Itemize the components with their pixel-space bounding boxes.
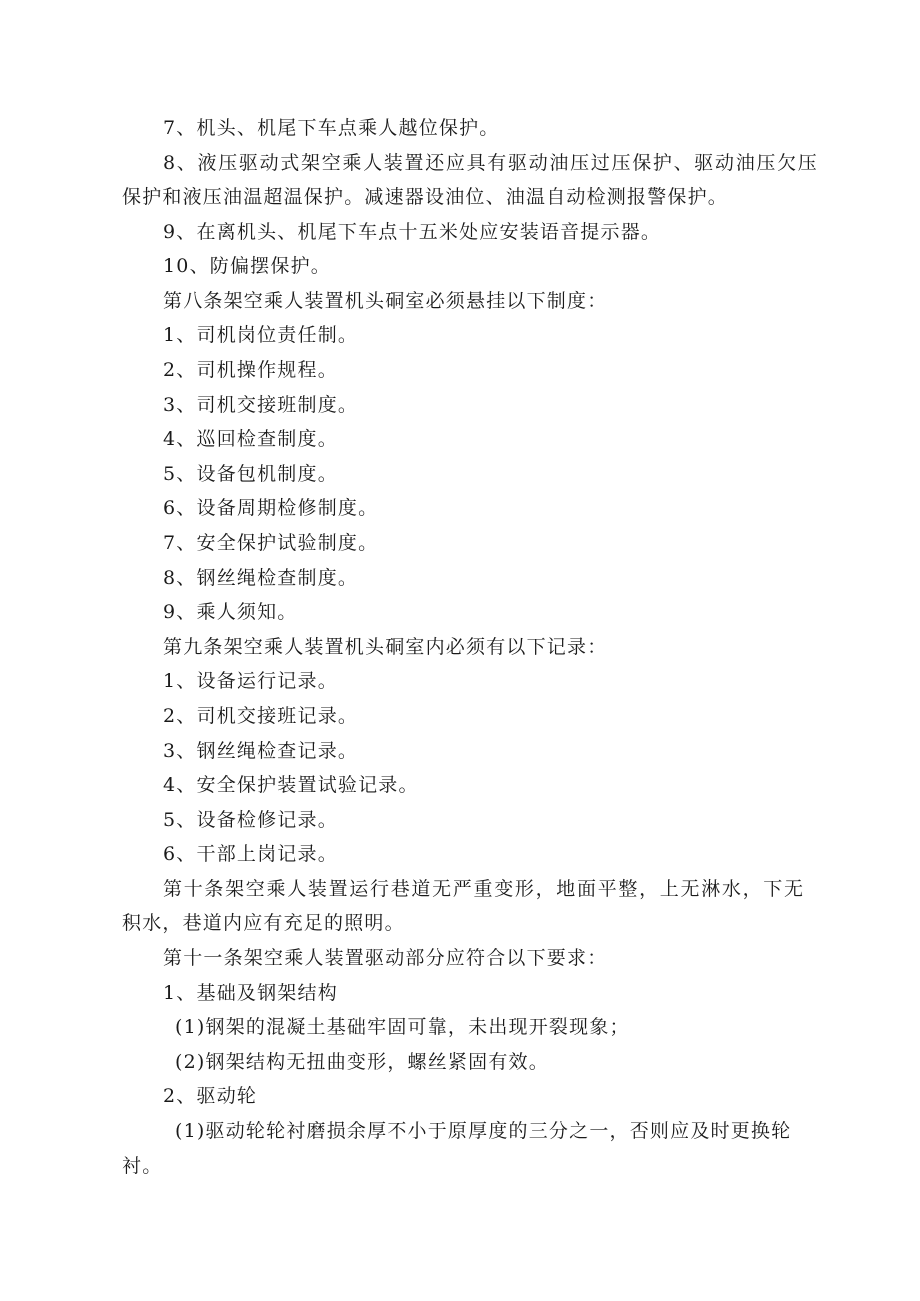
article-10-continued: 积水，巷道内应有充足的照明。: [122, 912, 405, 934]
record-item-5: 5、设备检修记录。: [163, 809, 338, 831]
requirement-2-drive-wheel: 2、驱动轮: [163, 1085, 258, 1107]
record-item-3: 3、钢丝绳检查记录。: [163, 740, 359, 762]
requirement-2-sub-1: (1)驱动轮轮衬磨损余厚不小于原厚度的三分之一，否则应及时更换轮: [175, 1120, 792, 1142]
rule-item-8: 8、钢丝绳检查制度。: [163, 567, 359, 589]
paragraph-item-7-overrun-protection: 7、机头、机尾下车点乘人越位保护。: [163, 117, 500, 139]
article-10-text: 第十条架空乘人装置运行巷道无严重变形，地面平整，上无淋水，下无: [163, 878, 805, 900]
record-item-6: 6、干部上岗记录。: [163, 843, 338, 865]
record-item-1: 1、设备运行记录。: [163, 670, 338, 692]
rule-item-5: 5、设备包机制度。: [163, 463, 338, 485]
requirement-1-foundation: 1、基础及钢架结构: [163, 982, 338, 1004]
rule-item-4: 4、巡回检查制度。: [163, 428, 338, 450]
paragraph-item-8-hydraulic-protection: 8、液压驱动式架空乘人装置还应具有驱动油压过压保护、驱动油压欠压: [163, 152, 819, 174]
record-item-2: 2、司机交接班记录。: [163, 705, 359, 727]
requirement-1-sub-2: (2)钢架结构无扭曲变形，螺丝紧固有效。: [175, 1051, 549, 1073]
rule-item-2: 2、司机操作规程。: [163, 359, 338, 381]
article-11-heading: 第十一条架空乘人装置驱动部分应符合以下要求：: [163, 947, 608, 969]
rule-item-3: 3、司机交接班制度。: [163, 394, 359, 416]
rule-item-7: 7、安全保护试验制度。: [163, 532, 379, 554]
paragraph-item-10-anti-sway: 10、防偏摆保护。: [163, 255, 331, 277]
rule-item-1: 1、司机岗位责任制。: [163, 324, 359, 346]
rule-item-9: 9、乘人须知。: [163, 601, 298, 623]
paragraph-item-9-voice-prompter: 9、在离机头、机尾下车点十五米处应安装语音提示器。: [163, 221, 662, 243]
article-8-heading: 第八条架空乘人装置机头硐室必须悬挂以下制度：: [163, 290, 608, 312]
article-9-heading: 第九条架空乘人装置机头硐室内必须有以下记录：: [163, 636, 608, 658]
paragraph-item-8-continued: 保护和液压油温超温保护。减速器设油位、油温自动检测报警保护。: [122, 186, 729, 208]
rule-item-6: 6、设备周期检修制度。: [163, 497, 379, 519]
requirement-2-sub-1-continued: 衬。: [122, 1155, 163, 1177]
requirement-1-sub-1: (1)钢架的混凝土基础牢固可靠，未出现开裂现象；: [175, 1016, 630, 1038]
record-item-4: 4、安全保护装置试验记录。: [163, 774, 419, 796]
